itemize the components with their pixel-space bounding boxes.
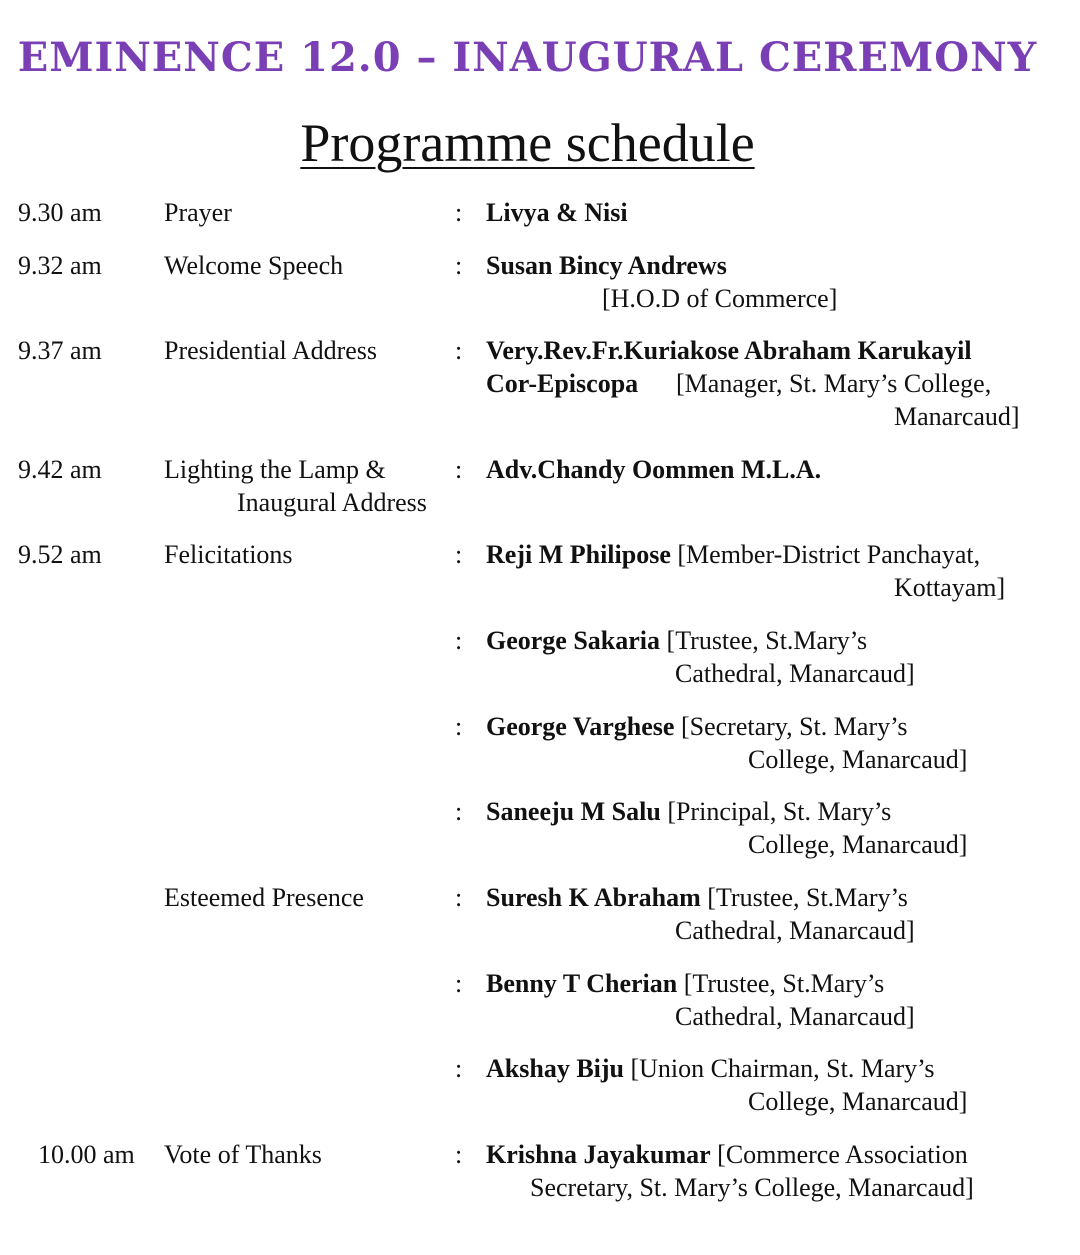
row-event: Felicitations bbox=[164, 540, 293, 569]
row-event-cont: Inaugural Address bbox=[237, 488, 427, 517]
row-speaker-line bbox=[486, 881, 908, 914]
schedule-heading: Programme schedule bbox=[300, 113, 755, 173]
row-speaker-line bbox=[486, 1052, 935, 1085]
row-designation-cont: Cathedral, Manarcaud] bbox=[675, 659, 915, 688]
row-designation: [Union Chairman, St. Mary’s bbox=[630, 1054, 935, 1083]
row-event: Prayer bbox=[164, 198, 232, 227]
row-colon: : bbox=[455, 1054, 463, 1083]
row-designation: [Member-District Panchayat, bbox=[677, 540, 981, 569]
row-designation-cont: Cathedral, Manarcaud] bbox=[675, 1002, 915, 1031]
row-time: 9.52 am bbox=[18, 540, 102, 569]
row-colon: : bbox=[455, 540, 463, 569]
row-speaker: Krishna Jayakumar bbox=[486, 1140, 711, 1169]
row-colon: : bbox=[455, 626, 463, 655]
row-speaker-title: Cor-Episcopa bbox=[486, 369, 639, 398]
row-designation-cont: Kottayam] bbox=[894, 573, 1006, 602]
row-speaker-line bbox=[486, 795, 891, 828]
row-time: 9.30 am bbox=[18, 198, 102, 227]
row-speaker: George Sakaria bbox=[486, 626, 661, 655]
row-colon: : bbox=[455, 883, 463, 912]
ceremony-title: EMINENCE 12.0 – INAUGURAL CEREMONY bbox=[17, 34, 1038, 81]
row-speaker: Susan Bincy Andrews bbox=[486, 251, 727, 280]
row-designation: [Trustee, St.Mary’s bbox=[666, 626, 868, 655]
row-designation-cont: College, Manarcaud] bbox=[748, 745, 968, 774]
row-speaker: Saneeju M Salu bbox=[486, 797, 661, 826]
row-designation-cont: Cathedral, Manarcaud] bbox=[675, 916, 915, 945]
row-colon: : bbox=[455, 712, 463, 741]
row-colon: : bbox=[455, 455, 463, 484]
row-event: Welcome Speech bbox=[164, 251, 344, 280]
row-designation-cont: College, Manarcaud] bbox=[748, 830, 968, 859]
row-speaker: Very.Rev.Fr.Kuriakose Abraham Karukayil bbox=[486, 336, 972, 365]
row-designation-cont: College, Manarcaud] bbox=[748, 1087, 968, 1116]
row-event: Presidential Address bbox=[164, 336, 378, 365]
row-event: Vote of Thanks bbox=[164, 1140, 322, 1169]
row-speaker: Benny T Cherian bbox=[486, 969, 678, 998]
row-time: 9.37 am bbox=[18, 336, 102, 365]
row-designation: [Secretary, St. Mary’s bbox=[680, 712, 908, 741]
row-event: Esteemed Presence bbox=[164, 883, 364, 912]
row-speaker-line bbox=[486, 1138, 968, 1171]
row-time: 10.00 am bbox=[38, 1140, 135, 1169]
row-time: 9.32 am bbox=[18, 251, 102, 280]
row-colon: : bbox=[455, 1140, 463, 1169]
row-speaker: Akshay Biju bbox=[486, 1054, 624, 1083]
row-designation: [Manager, St. Mary’s College, bbox=[676, 369, 992, 398]
row-colon: : bbox=[455, 797, 463, 826]
row-designation: [H.O.D of Commerce] bbox=[602, 284, 838, 313]
row-time: 9.42 am bbox=[18, 455, 102, 484]
row-speaker-line bbox=[486, 538, 980, 571]
row-designation: [Principal, St. Mary’s bbox=[667, 797, 892, 826]
row-speaker: Suresh K Abraham bbox=[486, 883, 701, 912]
row-speaker-line bbox=[486, 967, 884, 1000]
row-speaker: Livya & Nisi bbox=[486, 198, 628, 227]
row-designation: [Commerce Association bbox=[717, 1140, 968, 1169]
row-designation-cont: Secretary, St. Mary’s College, Manarcaud] bbox=[530, 1173, 974, 1202]
row-speaker-line bbox=[486, 624, 867, 657]
row-designation-cont: Manarcaud] bbox=[894, 402, 1020, 431]
row-speaker-line bbox=[486, 710, 907, 743]
row-speaker: George Varghese bbox=[486, 712, 675, 741]
row-colon: : bbox=[455, 336, 463, 365]
row-colon: : bbox=[455, 198, 463, 227]
row-speaker: Adv.Chandy Oommen M.L.A. bbox=[486, 455, 822, 484]
row-speaker: Reji M Philipose bbox=[486, 540, 671, 569]
row-colon: : bbox=[455, 969, 463, 998]
row-event: Lighting the Lamp & bbox=[164, 455, 386, 484]
row-colon: : bbox=[455, 251, 463, 280]
row-designation: [Trustee, St.Mary’s bbox=[707, 883, 908, 912]
row-designation: [Trustee, St.Mary’s bbox=[683, 969, 885, 998]
